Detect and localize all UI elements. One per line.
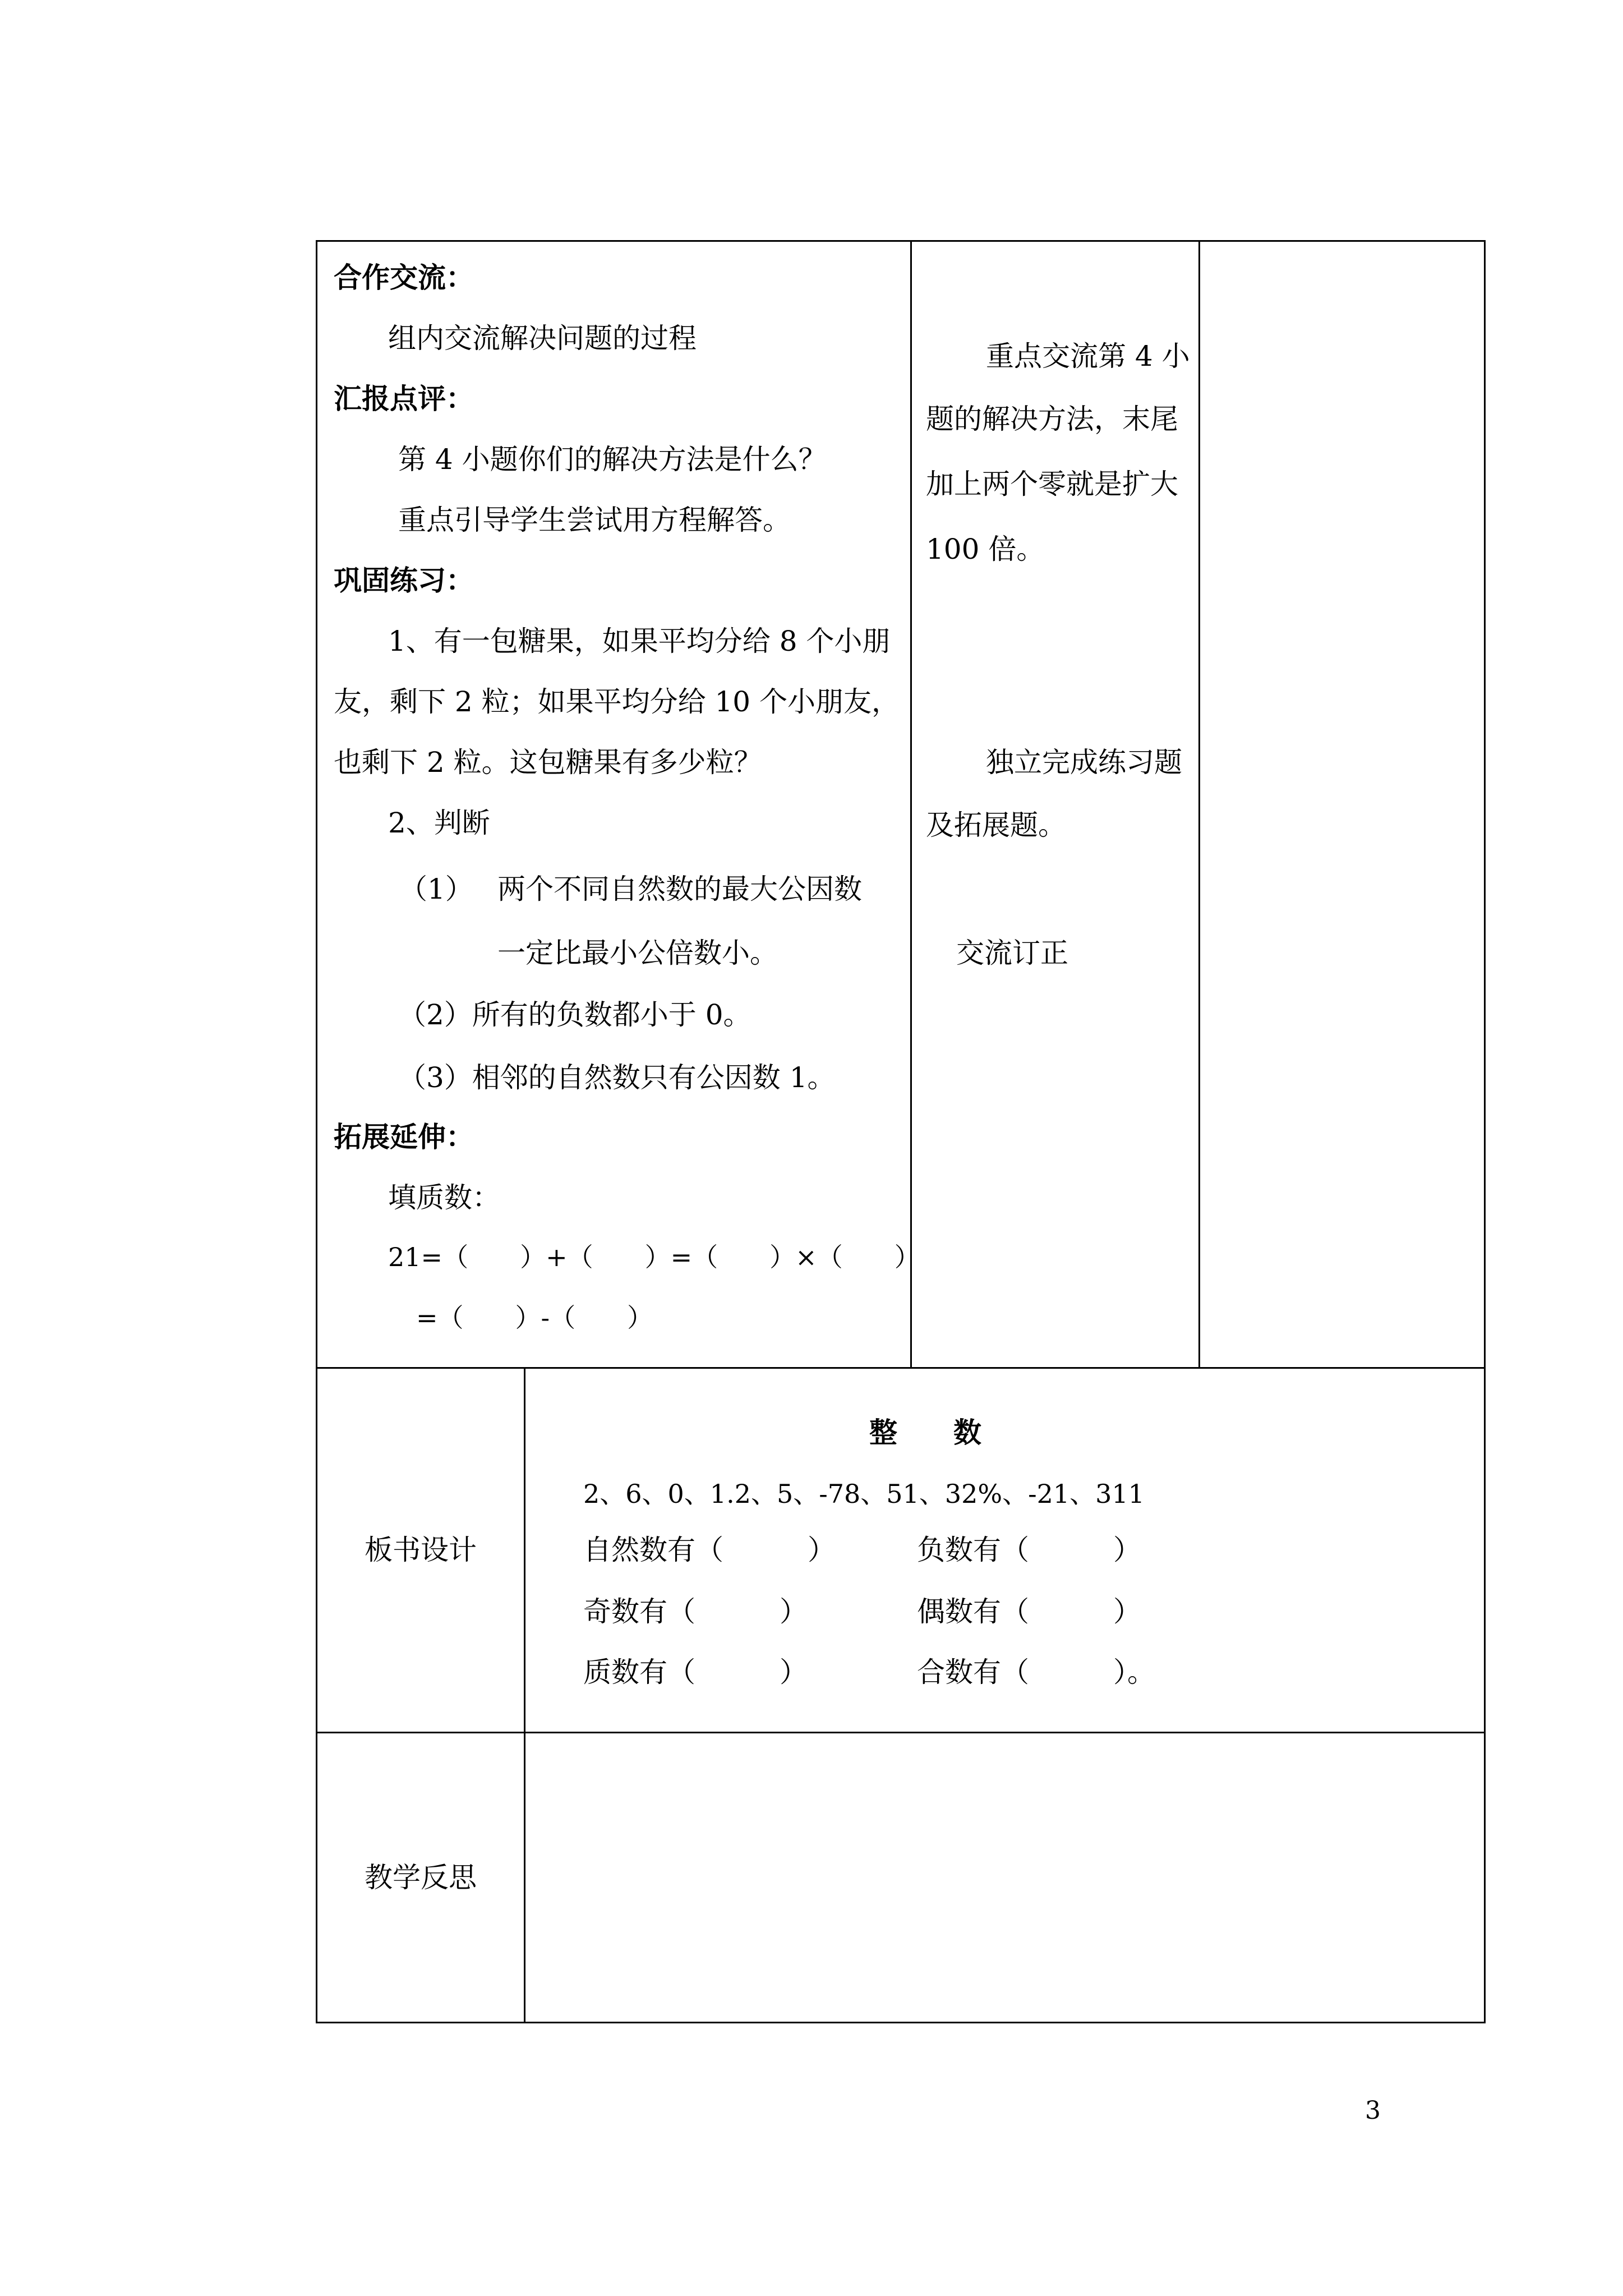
process-line: =（ ）-（ ） <box>416 1303 653 1333</box>
heading-extension: 拓展延伸： <box>334 1120 474 1153</box>
process-line: （1） <box>399 873 473 905</box>
heading-cooperation: 合作交流： <box>334 261 474 294</box>
upper-divider-2 <box>1198 240 1200 1368</box>
board-row-left: 质数有（ ） <box>583 1656 808 1688</box>
board-label: 板书设计 <box>365 1534 477 1566</box>
process-line: 一定比最小公倍数小。 <box>497 937 778 969</box>
activity-line: 100 倍。 <box>926 533 1045 565</box>
page-number: 3 <box>1365 2096 1381 2125</box>
heading-report: 汇报点评： <box>334 382 474 415</box>
board-row-right: 合数有（ ）。 <box>917 1656 1155 1688</box>
table-border-bottom <box>316 2022 1486 2023</box>
activity-line: 及拓展题。 <box>926 809 1066 841</box>
label-column-divider <box>524 1367 525 2023</box>
table-border-top <box>316 240 1486 242</box>
board-row-left: 自然数有（ ） <box>583 1534 836 1566</box>
activity-line: 题的解决方法，末尾 <box>926 403 1178 435</box>
reflection-label: 教学反思 <box>365 1861 477 1894</box>
process-line: （2）所有的负数都小于 0。 <box>398 999 751 1031</box>
activity-line: 重点交流第 4 小 <box>986 340 1190 372</box>
board-row-right: 偶数有（ ） <box>917 1595 1141 1628</box>
process-line: 友，剩下 2 粒；如果平均分给 10 个小朋友， <box>334 685 900 718</box>
table-border-left <box>316 240 317 2023</box>
board-numbers: 2、6、0、1.2、5、-78、51、32%、-21、311 <box>583 1479 1145 1509</box>
table-border-right <box>1484 240 1486 2023</box>
process-line: 第 4 小题你们的解决方法是什么？ <box>398 443 827 476</box>
board-row-right: 负数有（ ） <box>917 1534 1141 1566</box>
row-divider-2 <box>316 1732 1486 1733</box>
process-line: 两个不同自然数的最大公因数 <box>497 873 862 905</box>
upper-divider-1 <box>910 240 912 1368</box>
process-line: 21=（ ）+（ ）=（ ）×（ ） <box>388 1242 920 1272</box>
activity-line: 交流订正 <box>956 937 1068 969</box>
board-title: 整 数 <box>869 1416 981 1449</box>
process-line: 重点引导学生尝试用方程解答。 <box>398 504 791 536</box>
process-line: 也剩下 2 粒。这包糖果有多少粒？ <box>334 746 762 779</box>
process-line: 2、判断 <box>388 807 490 839</box>
process-line: 1、有一包糖果，如果平均分给 8 个小朋 <box>388 625 891 657</box>
heading-practice: 巩固练习： <box>334 564 474 597</box>
board-row-left: 奇数有（ ） <box>583 1595 808 1628</box>
process-line: 填质数： <box>388 1181 500 1214</box>
activity-line: 独立完成练习题 <box>986 746 1182 779</box>
process-line: 组内交流解决问题的过程 <box>388 322 697 355</box>
row-divider-1 <box>316 1367 1486 1369</box>
activity-line: 加上两个零就是扩大 <box>926 468 1178 500</box>
process-line: （3）相邻的自然数只有公因数 1。 <box>398 1061 836 1094</box>
